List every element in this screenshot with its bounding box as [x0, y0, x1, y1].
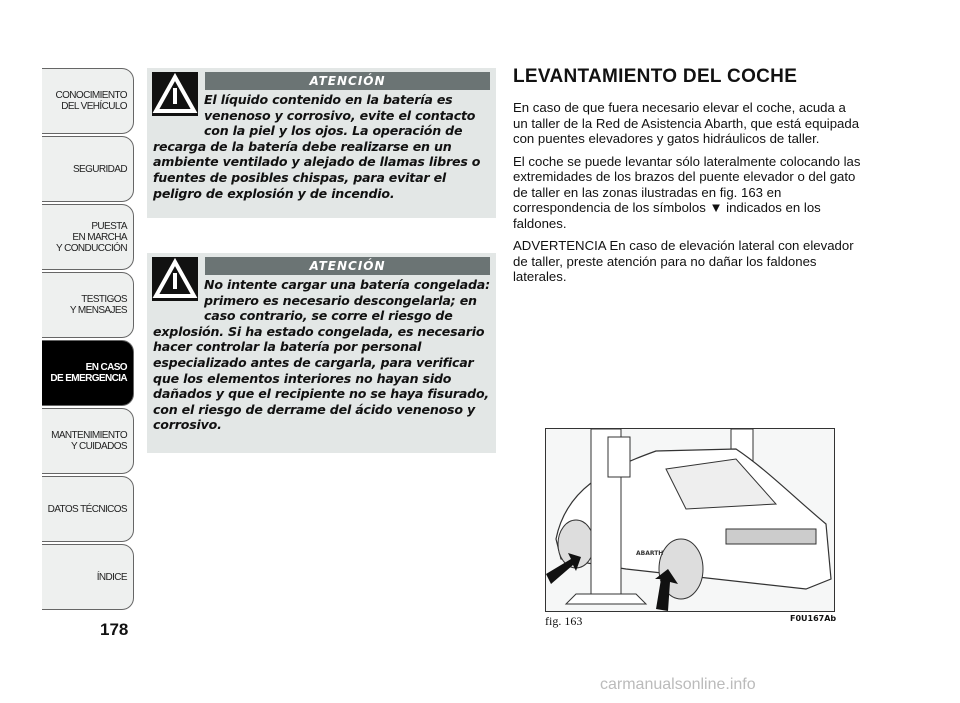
warning-header: ATENCIÓN [205, 257, 490, 275]
tab-mantenimiento[interactable]: MANTENIMIENTO Y CUIDADOS [42, 408, 134, 474]
warning-box [147, 253, 496, 453]
paragraph: En caso de que fuera necesario elevar el coche, acuda a un taller de la Red de Asistencia Abarth, que está equipada con puentes elevadores y gatos hidráulicos de taller. [513, 100, 860, 146]
abarth-badge: ABARTH [636, 550, 664, 557]
tab-testigos[interactable]: TESTIGOS Y MENSAJES [42, 272, 134, 338]
tab-seguridad[interactable]: SEGURIDAD [42, 136, 134, 202]
tab-emergencia[interactable]: EN CASO DE EMERGENCIA [42, 340, 134, 406]
warning-box [147, 68, 496, 218]
warning-triangle-icon [152, 72, 198, 116]
tab-conocimiento[interactable]: CONOCIMIENTO DEL VEHÍCULO [42, 68, 134, 134]
car-lift-illustration [545, 428, 835, 612]
section-title: LEVANTAMIENTO DEL COCHE [513, 66, 798, 87]
car-on-lift-drawing [546, 429, 834, 611]
page-number: 178 [100, 620, 129, 639]
warning-header: ATENCIÓN [205, 72, 490, 90]
tab-datos-tecnicos[interactable]: DATOS TÉCNICOS [42, 476, 134, 542]
figure-code: F0U167Ab [790, 614, 837, 623]
figure-caption: fig. 163 [545, 614, 583, 628]
tab-puesta-en-marcha[interactable]: PUESTA EN MARCHA Y CONDUCCIÓN [42, 204, 134, 270]
watermark: carmanualsonline.info [600, 676, 756, 693]
tab-indice[interactable]: ÍNDICE [42, 544, 134, 610]
paragraph: ADVERTENCIA En caso de elevación lateral con elevador de taller, preste atención para no dañar los faldones laterales. [513, 238, 854, 284]
paragraph: El coche se puede levantar sólo lateralmente colocando las extremidades de los brazos del puente elevador o del gato de taller en las zonas ilustradas en fig. 163 en correspondencia de los símbolos ▼ indicados en los faldones. [513, 153, 861, 231]
warning-triangle-icon [152, 257, 198, 301]
section [513, 66, 863, 292]
warning-text: El líquido contenido en la batería es venenoso y corrosivo, evite el contacto con la piel y los ojos. La operación de recarga de la batería debe realizarse en un ambiente ventilado y alejado de llamas libres o fuentes de posibles chispas, para evitar el peligro de explosión y de incendio. [153, 92, 481, 201]
warning-text: No intente cargar una batería congelada: primero es necesario descongelarla; en caso contrario, se corre el riesgo de explosión. Si ha estado congelada, es necesario hacer controlar la batería por personal especializado antes de cargarla, para verificar que los elementos interiores no hayan sido dañados y que el recipiente no se haya fisurado, con el riesgo de derrame del ácido venenoso y corrosivo. [153, 277, 490, 433]
